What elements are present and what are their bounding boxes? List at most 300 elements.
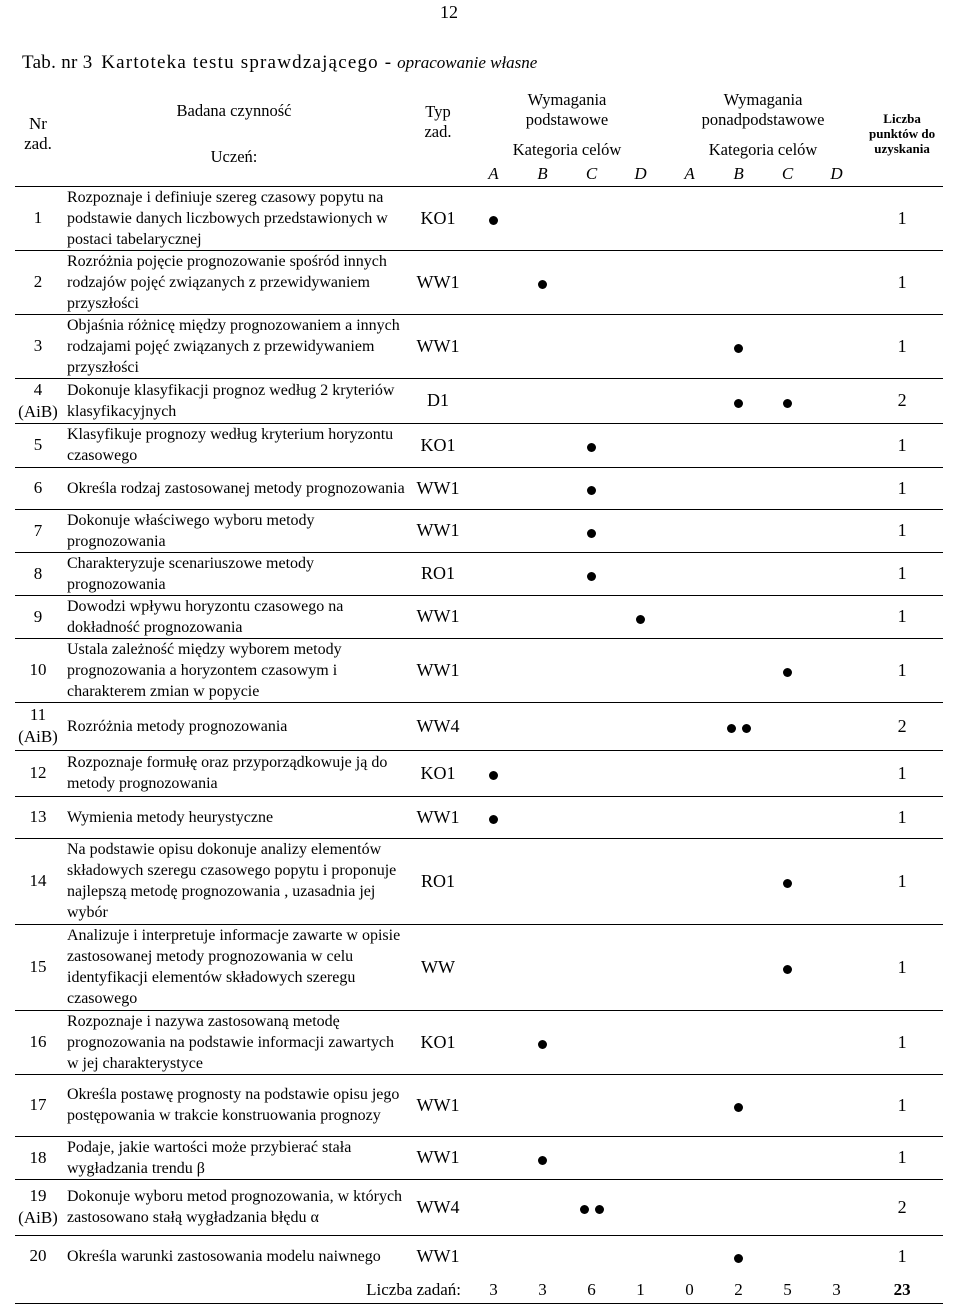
category-cell — [714, 378, 763, 423]
task-description: Objaśnia różnicę między prognozowaniem a innych rodzajami pojęć związanych z przewidywaniem przyszłości — [61, 314, 407, 378]
dot-marker — [734, 1103, 743, 1112]
task-number: 20 — [15, 1235, 61, 1277]
category-cell — [763, 423, 812, 467]
category-cell — [469, 1179, 518, 1235]
category-cell — [812, 314, 861, 378]
header-letter: C — [781, 163, 794, 183]
task-type: WW1 — [407, 509, 469, 552]
category-cell — [665, 924, 714, 1010]
category-cell — [763, 509, 812, 552]
category-cell — [518, 1136, 567, 1179]
task-description: Określa warunki zastosowania modelu naiwnego — [61, 1235, 407, 1277]
task-type: WW — [407, 924, 469, 1010]
table-row — [15, 838, 943, 924]
dot-marker — [783, 879, 792, 888]
task-points: 2 — [861, 1179, 943, 1235]
category-cell — [812, 423, 861, 467]
task-description: Dokonuje właściwego wyboru metody prognozowania — [61, 509, 407, 552]
category-cell — [665, 467, 714, 509]
category-cell — [567, 1010, 616, 1074]
task-description: Rozróżnia pojęcie prognozowanie spośród innych rodzajów pojęć związanych z przewidywaniem przyszłości — [61, 250, 407, 314]
task-number: 13 — [15, 796, 61, 838]
category-cell — [763, 595, 812, 638]
category-cell — [714, 1179, 763, 1235]
category-cell — [567, 1179, 616, 1235]
task-number: 4 (AiB) — [15, 378, 61, 423]
category-cell — [763, 750, 812, 796]
category-cell — [616, 1235, 665, 1277]
category-cell — [469, 509, 518, 552]
category-cell — [518, 552, 567, 595]
category-cell — [518, 750, 567, 796]
header-liczba: Liczba punktów do uzyskania — [869, 111, 936, 157]
category-cell — [763, 1179, 812, 1235]
category-cell — [763, 638, 812, 702]
task-number: 14 — [15, 838, 61, 924]
header-letter: D — [634, 163, 647, 183]
category-cell — [616, 838, 665, 924]
category-cell — [714, 314, 763, 378]
category-cell — [567, 796, 616, 838]
category-cell — [714, 186, 763, 250]
category-cell — [518, 250, 567, 314]
category-cell — [665, 838, 714, 924]
category-cell — [714, 838, 763, 924]
task-description: Dokonuje wyboru metod prognozowania, w których zastosowano stałą wygładzania błędu α — [61, 1179, 407, 1235]
task-type: WW4 — [407, 1179, 469, 1235]
task-number: 19 (AiB) — [15, 1179, 61, 1235]
category-cell — [616, 186, 665, 250]
task-points: 1 — [861, 509, 943, 552]
task-description: Rozpoznaje i nazywa zastosowaną metodę prognozowania na podstawie informacji zawartych w jej charakterystyce — [61, 1010, 407, 1074]
category-cell — [763, 467, 812, 509]
category-cell — [616, 467, 665, 509]
category-cell — [763, 1010, 812, 1074]
task-description: Klasyfikuje prognozy według kryterium horyzontu czasowego — [61, 423, 407, 467]
category-cell — [567, 595, 616, 638]
category-cell — [714, 1074, 763, 1136]
category-cell — [616, 1179, 665, 1235]
category-cell — [812, 509, 861, 552]
category-cell — [714, 638, 763, 702]
task-type: KO1 — [407, 423, 469, 467]
category-cell — [518, 378, 567, 423]
task-number: 10 — [15, 638, 61, 702]
category-cell — [616, 552, 665, 595]
dot-marker — [538, 1156, 547, 1165]
task-points: 1 — [861, 796, 943, 838]
header-uczen: Uczeń: — [210, 146, 258, 166]
category-cell — [469, 250, 518, 314]
header-typ-spacer — [407, 162, 469, 186]
task-type: WW1 — [407, 467, 469, 509]
category-cell — [567, 1074, 616, 1136]
category-cell — [714, 1010, 763, 1074]
category-cell — [763, 1235, 812, 1277]
task-type: WW1 — [407, 638, 469, 702]
category-cell — [567, 838, 616, 924]
category-cell — [812, 924, 861, 1010]
category-cell — [616, 595, 665, 638]
category-cell — [518, 838, 567, 924]
table-caption — [22, 52, 537, 74]
task-number: 15 — [15, 924, 61, 1010]
task-type: KO1 — [407, 750, 469, 796]
task-description: Dokonuje klasyfikacji prognoz według 2 kryteriów klasyfikacyjnych — [61, 378, 407, 423]
category-cell — [567, 924, 616, 1010]
task-points: 1 — [861, 552, 943, 595]
category-cell — [812, 750, 861, 796]
test-card-table — [15, 82, 943, 1304]
category-cell — [665, 1010, 714, 1074]
category-cell — [469, 924, 518, 1010]
task-description: Wymienia metody heurystyczne — [61, 796, 407, 838]
category-cell — [518, 595, 567, 638]
task-points: 1 — [861, 924, 943, 1010]
category-cell — [469, 186, 518, 250]
category-cell — [469, 1074, 518, 1136]
header-badana: Badana czynność — [176, 100, 292, 120]
category-cell — [469, 750, 518, 796]
dot-marker — [587, 443, 596, 452]
task-type: WW1 — [407, 250, 469, 314]
task-number: 3 — [15, 314, 61, 378]
category-cell — [616, 750, 665, 796]
header-nr: Nr zad. — [24, 113, 52, 153]
task-description: Analizuje i interpretuje informacje zawarte w opisie zastosowanej metody prognozowania w celu identyfikacji elementów składowych szeregu czasowego — [61, 924, 407, 1010]
task-number: 11 (AiB) — [15, 702, 61, 750]
task-points: 1 — [861, 1235, 943, 1277]
task-number: 17 — [15, 1074, 61, 1136]
task-type: WW1 — [407, 314, 469, 378]
caption-subtitle: opracowanie własne — [397, 53, 538, 72]
task-points: 2 — [861, 378, 943, 423]
footer-count: 2 — [734, 1279, 743, 1299]
task-points: 1 — [861, 467, 943, 509]
category-cell — [567, 552, 616, 595]
category-cell — [665, 552, 714, 595]
task-points: 1 — [861, 595, 943, 638]
table-row — [15, 552, 943, 595]
header-wym-podst: Wymagania podstawowe — [525, 90, 609, 129]
category-cell — [665, 638, 714, 702]
table-row — [15, 638, 943, 702]
table-row — [15, 250, 943, 314]
task-points: 1 — [861, 1010, 943, 1074]
task-number: 2 — [15, 250, 61, 314]
task-number: 1 — [15, 186, 61, 250]
task-type: WW1 — [407, 796, 469, 838]
task-description: Rozpoznaje i definiuje szereg czasowy popytu na podstawie danych liczbowych przedstawionych w postaci tabelarycznej — [61, 186, 407, 250]
table-row — [15, 467, 943, 509]
category-cell — [714, 702, 763, 750]
task-number: 5 — [15, 423, 61, 467]
table-row — [15, 1010, 943, 1074]
task-type: WW1 — [407, 595, 469, 638]
task-type: WW1 — [407, 1136, 469, 1179]
task-type: RO1 — [407, 552, 469, 595]
dot-marker — [595, 1205, 604, 1214]
table-row — [15, 378, 943, 423]
header-kategoria-2: Kategoria celów — [708, 140, 818, 159]
category-cell — [812, 186, 861, 250]
category-cell — [812, 1136, 861, 1179]
category-cell — [567, 750, 616, 796]
caption-table-number: Tab. nr 3 — [22, 52, 93, 73]
header-letter: B — [733, 163, 744, 183]
category-cell — [469, 378, 518, 423]
header-letter: D — [830, 163, 843, 183]
category-cell — [616, 702, 665, 750]
category-cell — [518, 638, 567, 702]
task-type: KO1 — [407, 186, 469, 250]
table-row — [15, 1235, 943, 1277]
category-cell — [567, 186, 616, 250]
table-row — [15, 423, 943, 467]
category-cell — [518, 796, 567, 838]
category-cell — [665, 314, 714, 378]
dot-marker — [734, 399, 743, 408]
task-type: D1 — [407, 378, 469, 423]
task-points: 1 — [861, 423, 943, 467]
category-cell — [665, 423, 714, 467]
category-cell — [518, 509, 567, 552]
category-cell — [665, 1136, 714, 1179]
task-type: WW1 — [407, 1074, 469, 1136]
category-cell — [469, 467, 518, 509]
category-cell — [763, 1136, 812, 1179]
category-cell — [567, 423, 616, 467]
task-description: Charakteryzuje scenariuszowe metody prognozowania — [61, 552, 407, 595]
category-cell — [469, 1010, 518, 1074]
dot-marker — [489, 771, 498, 780]
category-cell — [518, 1235, 567, 1277]
category-cell — [714, 467, 763, 509]
task-description: Rozpoznaje formułę oraz przyporządkowuje ją do metody prognozowania — [61, 750, 407, 796]
category-cell — [763, 378, 812, 423]
category-cell — [567, 314, 616, 378]
footer-count: 1 — [636, 1279, 645, 1299]
task-description: Rozróżnia metody prognozowania — [61, 702, 407, 750]
category-cell — [518, 423, 567, 467]
task-number: 9 — [15, 595, 61, 638]
category-cell — [714, 796, 763, 838]
task-points: 1 — [861, 838, 943, 924]
task-number: 8 — [15, 552, 61, 595]
task-description: Dowodzi wpływu horyzontu czasowego na dokładność prognozowania — [61, 595, 407, 638]
header-kategoria-1: Kategoria celów — [512, 140, 622, 159]
header-wym-ponad: Wymagania ponadpodstawowe — [701, 90, 825, 129]
category-cell — [567, 1136, 616, 1179]
category-cell — [518, 186, 567, 250]
header-letter: A — [488, 163, 499, 183]
footer-count: 5 — [783, 1279, 792, 1299]
category-cell — [665, 509, 714, 552]
category-cell — [763, 796, 812, 838]
category-cell — [616, 1010, 665, 1074]
dot-marker — [727, 724, 736, 733]
category-cell — [665, 750, 714, 796]
category-cell — [567, 378, 616, 423]
footer-count: 3 — [538, 1279, 547, 1299]
category-cell — [518, 702, 567, 750]
header-letter: A — [684, 163, 695, 183]
dot-marker — [734, 344, 743, 353]
category-cell — [812, 552, 861, 595]
category-cell — [665, 250, 714, 314]
task-points: 1 — [861, 638, 943, 702]
category-cell — [812, 595, 861, 638]
dot-marker — [783, 965, 792, 974]
category-cell — [665, 186, 714, 250]
task-description: Określa postawę prognosty na podstawie opisu jego postępowania w trakcie konstruowania prognozy — [61, 1074, 407, 1136]
task-type: WW1 — [407, 1235, 469, 1277]
category-cell — [714, 924, 763, 1010]
header-badana-cell — [61, 82, 407, 186]
category-cell — [763, 552, 812, 595]
category-cell — [665, 1074, 714, 1136]
category-cell — [665, 702, 714, 750]
category-cell — [567, 250, 616, 314]
dot-marker — [538, 1040, 547, 1049]
task-description: Na podstawie opisu dokonuje analizy elementów składowych szeregu czasowego popytu i proponuje najlepszą metodę prognozowania , uzasadnia jej wybór — [61, 838, 407, 924]
category-cell — [518, 924, 567, 1010]
category-cell — [812, 838, 861, 924]
header-letter: C — [585, 163, 598, 183]
category-cell — [665, 378, 714, 423]
footer-label: Liczba zadań: — [366, 1279, 461, 1299]
category-cell — [616, 638, 665, 702]
category-cell — [469, 595, 518, 638]
table-row — [15, 750, 943, 796]
category-cell — [665, 796, 714, 838]
task-description: Podaje, jakie wartości może przybierać stała wygładzania trendu β — [61, 1136, 407, 1179]
category-cell — [616, 250, 665, 314]
category-cell — [665, 1235, 714, 1277]
task-type: RO1 — [407, 838, 469, 924]
category-cell — [812, 638, 861, 702]
category-cell — [518, 1179, 567, 1235]
table-row — [15, 1179, 943, 1235]
category-cell — [714, 552, 763, 595]
category-cell — [616, 924, 665, 1010]
category-cell — [616, 314, 665, 378]
footer-total: 23 — [893, 1279, 911, 1299]
dot-marker — [636, 615, 645, 624]
category-cell — [763, 314, 812, 378]
dot-marker — [734, 1254, 743, 1263]
category-cell — [567, 638, 616, 702]
category-cell — [763, 924, 812, 1010]
category-cell — [714, 595, 763, 638]
category-cell — [812, 1179, 861, 1235]
category-cell — [567, 1235, 616, 1277]
table-row — [15, 702, 943, 750]
task-type: KO1 — [407, 1010, 469, 1074]
category-cell — [567, 702, 616, 750]
category-cell — [714, 250, 763, 314]
category-cell — [714, 750, 763, 796]
dot-marker — [587, 572, 596, 581]
category-cell — [469, 552, 518, 595]
table-row — [15, 186, 943, 250]
category-cell — [469, 702, 518, 750]
category-cell — [812, 378, 861, 423]
footer-count: 3 — [832, 1279, 841, 1299]
task-points: 1 — [861, 750, 943, 796]
dot-marker — [580, 1205, 589, 1214]
category-cell — [518, 1074, 567, 1136]
task-number: 7 — [15, 509, 61, 552]
footer-count: 0 — [685, 1279, 694, 1299]
category-cell — [665, 595, 714, 638]
table-row — [15, 796, 943, 838]
table-row — [15, 924, 943, 1010]
category-cell — [665, 1179, 714, 1235]
category-cell — [714, 423, 763, 467]
category-cell — [469, 838, 518, 924]
category-cell — [616, 378, 665, 423]
category-cell — [616, 796, 665, 838]
dot-marker — [489, 216, 498, 225]
task-points: 1 — [861, 314, 943, 378]
caption-title: Kartoteka testu sprawdzającego - — [101, 52, 393, 73]
category-cell — [616, 509, 665, 552]
category-cell — [469, 638, 518, 702]
task-description: Ustala zależność między wyborem metody prognozowania a horyzontem czasowym i charakterem zmian w popycie — [61, 638, 407, 702]
category-cell — [714, 1136, 763, 1179]
category-cell — [469, 1136, 518, 1179]
dot-marker — [538, 280, 547, 289]
task-number: 18 — [15, 1136, 61, 1179]
task-points: 2 — [861, 702, 943, 750]
category-cell — [763, 250, 812, 314]
footer-count: 3 — [489, 1279, 498, 1299]
dot-marker — [742, 724, 751, 733]
dot-marker — [783, 399, 792, 408]
category-cell — [469, 1235, 518, 1277]
category-cell — [616, 1074, 665, 1136]
dot-marker — [489, 815, 498, 824]
category-cell — [812, 250, 861, 314]
footer-row — [15, 1277, 943, 1303]
category-cell — [518, 467, 567, 509]
category-cell — [763, 1074, 812, 1136]
task-description: Określa rodzaj zastosowanej metody prognozowania — [61, 467, 407, 509]
category-cell — [518, 314, 567, 378]
category-cell — [714, 1235, 763, 1277]
table-row — [15, 314, 943, 378]
table-row — [15, 1074, 943, 1136]
category-cell — [812, 467, 861, 509]
category-cell — [567, 509, 616, 552]
category-cell — [567, 467, 616, 509]
category-cell — [714, 509, 763, 552]
table-row — [15, 509, 943, 552]
table-row — [15, 595, 943, 638]
category-cell — [616, 423, 665, 467]
category-cell — [469, 423, 518, 467]
category-cell — [812, 1010, 861, 1074]
category-cell — [812, 702, 861, 750]
task-number: 16 — [15, 1010, 61, 1074]
category-cell — [469, 314, 518, 378]
dot-marker — [587, 529, 596, 538]
category-cell — [518, 1010, 567, 1074]
category-cell — [469, 796, 518, 838]
task-number: 6 — [15, 467, 61, 509]
category-cell — [812, 1235, 861, 1277]
